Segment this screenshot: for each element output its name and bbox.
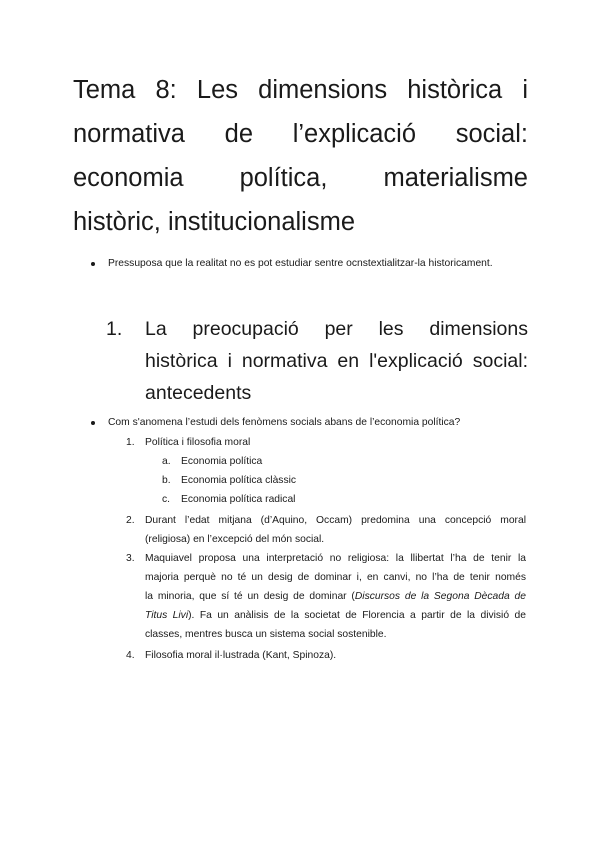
italic-title: Discursos de la Segona Dècada de: [354, 591, 526, 602]
list-number: 4.: [126, 650, 135, 661]
list-item-text: Maquiavel proposa una interpretació no religiosa: la llibertat l’ha de tenir la: [145, 553, 526, 564]
list-item-text: Filosofia moral il·lustrada (Kant, Spinoza).: [145, 650, 337, 661]
italic-title: Titus Livi: [145, 610, 189, 621]
list-number: 2.: [126, 515, 135, 526]
list-number: 1.: [126, 437, 135, 448]
sub-list-text: Economia política radical: [181, 494, 296, 505]
bullet-icon: [91, 262, 95, 266]
sub-list-letter: b.: [162, 475, 171, 486]
page-title: [73, 68, 528, 244]
title-line: històric, institucionalisme: [73, 208, 356, 236]
title-line: economia política, materialisme: [73, 164, 528, 192]
sub-list-text: Economia política clàssic: [181, 475, 297, 486]
text-run: ). Fa un anàlisis de la societat de Florencia a partir de la divisió de: [188, 610, 526, 621]
list-item-text: [145, 587, 526, 606]
title-line: Tema 8: Les dimensions històrica i: [73, 76, 528, 104]
list-item-text: (religiosa) en l’excepció del món social.: [145, 534, 325, 545]
list-item-text: classes, mentres busca un sistema social sostenible.: [145, 629, 387, 640]
section-heading-line: La preocupació per les dimensions: [145, 318, 528, 340]
list-item-text: [145, 606, 526, 625]
intro-bullet-text: Pressuposa que la realitat no es pot estudiar sentre ocnstextialitzar-la historicament.: [108, 258, 493, 269]
question-text: Com s'anomena l’estudi dels fenòmens socials abans de l’economia política?: [108, 417, 461, 428]
section-heading-line: antecedents: [145, 382, 252, 404]
bullet-icon: [91, 421, 95, 425]
title-line: normativa de l’explicació social:: [73, 120, 528, 148]
list-item-text: Política i filosofia moral: [145, 437, 251, 448]
sub-list-letter: c.: [162, 494, 171, 505]
list-number: 3.: [126, 553, 135, 564]
list-item-text: majoria perquè no té un desig de dominar i, en canvi, no l’ha de tenir només: [145, 572, 526, 583]
list-item-text: Durant l’edat mitjana (d’Aquino, Occam) predomina una concepció moral: [145, 515, 526, 526]
section-number: 1.: [106, 318, 123, 340]
section-heading-line: històrica i normativa en l'explicació social:: [145, 350, 528, 372]
sub-list-letter: a.: [162, 456, 171, 467]
sub-list-text: Economia política: [181, 456, 263, 467]
text-run: la minoria, que sí té un desig de dominar (: [145, 591, 355, 602]
